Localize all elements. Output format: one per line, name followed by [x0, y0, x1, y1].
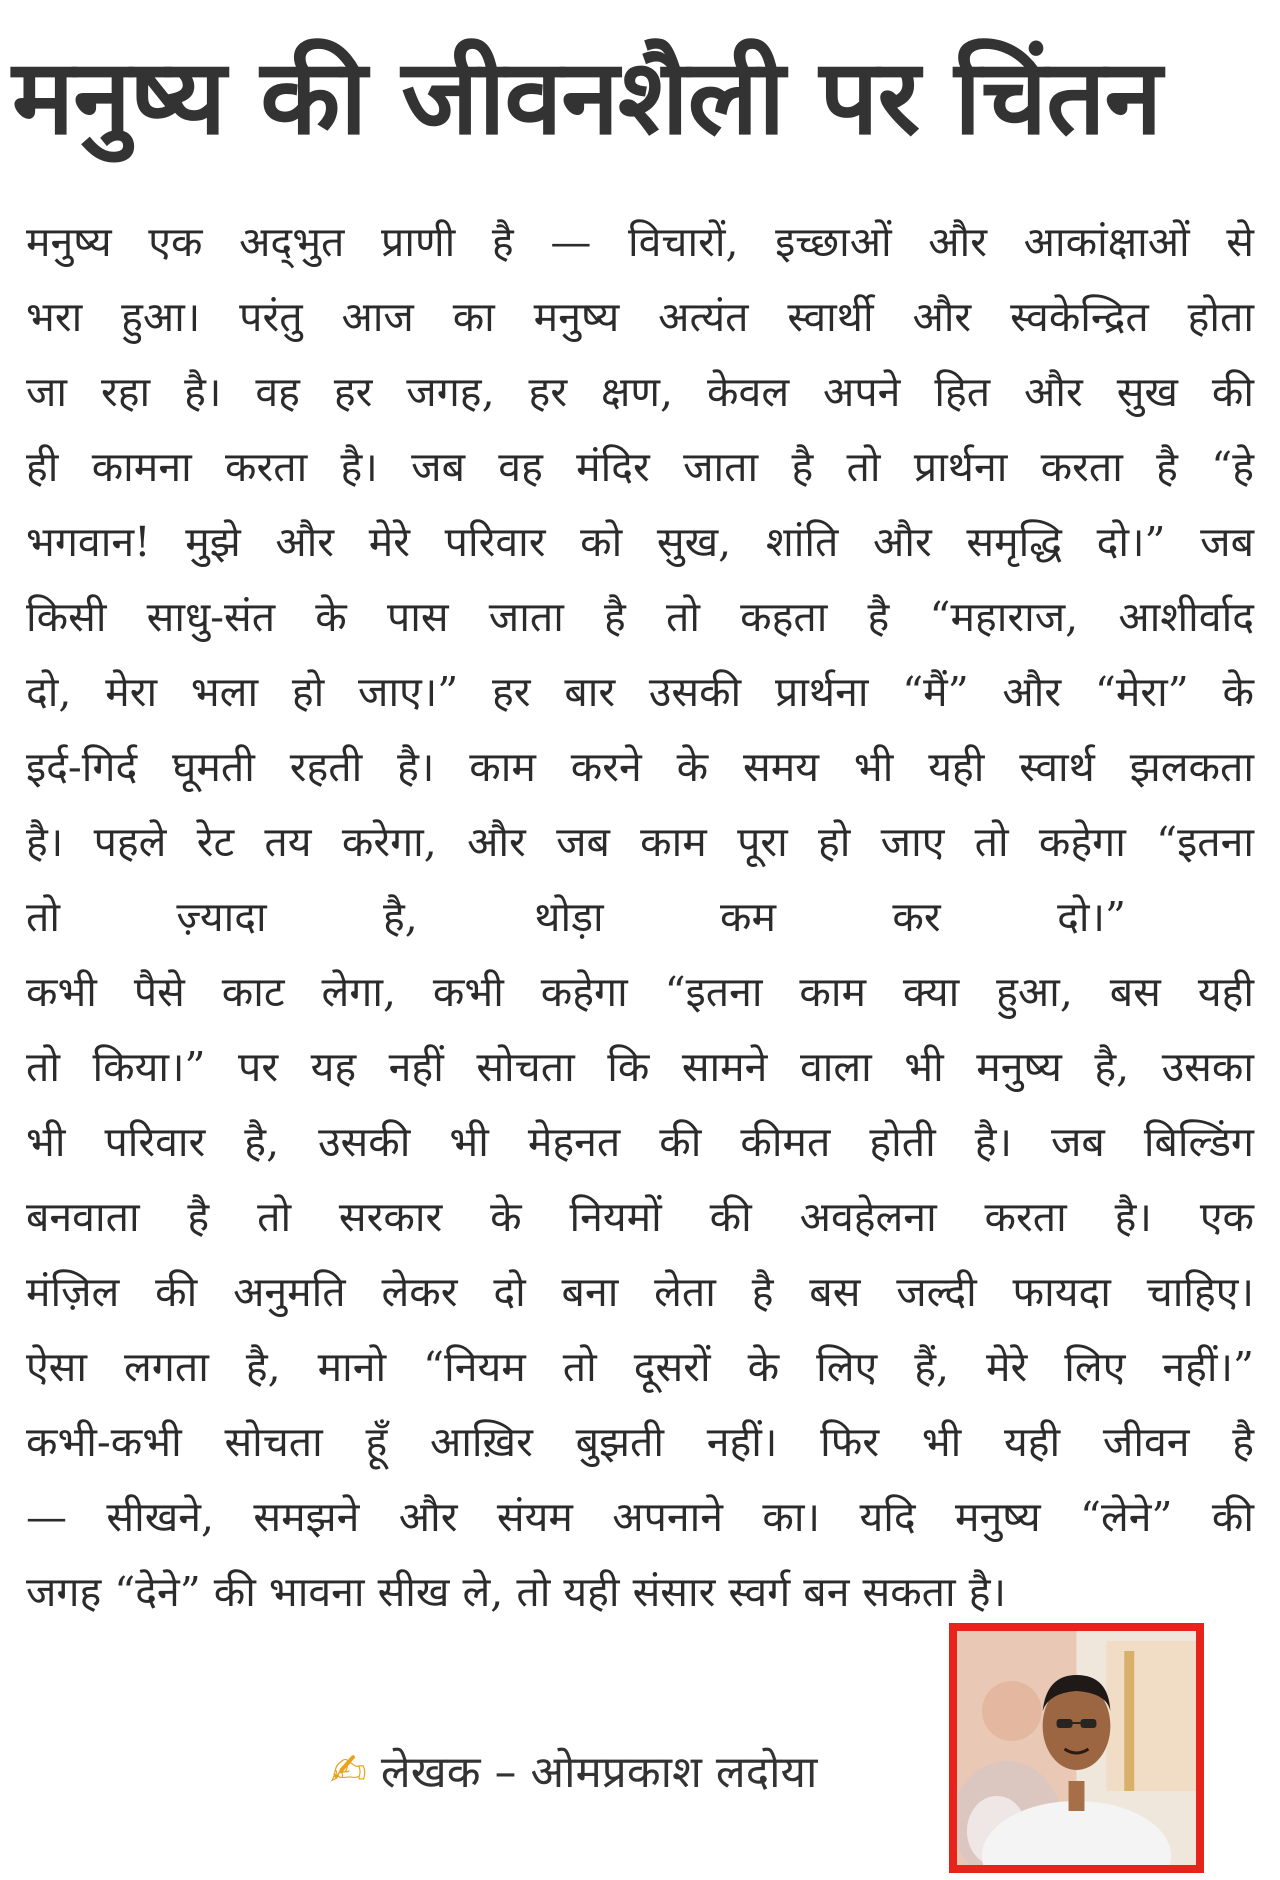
body-line-9: है। पहले रेट तय करेगा, और जब काम पूरा हो जाए तो कहेगा “इतना — [26, 818, 1254, 866]
body-line-11: कभी पैसे काट लेगा, कभी कहेगा “इतना काम क्या हुआ, बस यही — [26, 968, 1254, 1016]
body-line-15: मंज़िल की अनुमति लेकर दो बना लेता है बस जल्दी फायदा चाहिए। — [26, 1268, 1254, 1316]
author-byline — [330, 1740, 817, 1800]
body-line-19: जगह “देने” की भावना सीख ले, तो यही संसार स्वर्ग बन सकता है। — [26, 1568, 1007, 1616]
writing-hand-icon: ✍ — [330, 1744, 367, 1796]
body-line-6: किसी साधु-संत के पास जाता है तो कहता है “महाराज, आशीर्वाद — [26, 593, 1254, 641]
body-line-1: मनुष्य एक अद्‌भुत प्राणी है — विचारों, इच्छाओं और आकांक्षाओं से — [26, 218, 1254, 266]
body-line-8: इर्द-गिर्द घूमती रहती है। काम करने के समय भी यही स्वार्थ झलकता — [26, 743, 1254, 791]
author-name: लेखक – ओमप्रकाश लदोया — [380, 1747, 818, 1798]
body-line-4: ही कामना करता है। जब वह मंदिर जाता है तो प्रार्थना करता है “हे — [26, 443, 1254, 491]
body-line-7: दो, मेरा भला हो जाए।” हर बार उसकी प्रार्थना “मैं” और “मेरा” के — [26, 668, 1254, 716]
body-line-5: भगवान! मुझे और मेरे परिवार को सुख, शांति और समृद्धि दो।” जब — [26, 518, 1254, 566]
body-line-10: तो ज़्यादा है, थोड़ा कम कर दो।” — [26, 893, 1126, 941]
body-line-12: तो किया।” पर यह नहीं सोचता कि सामने वाला भी मनुष्य है, उसका — [26, 1043, 1254, 1091]
body-line-14: बनवाता है तो सरकार के नियमों की अवहेलना करता है। एक — [26, 1193, 1254, 1241]
author-portrait-icon — [957, 1631, 1196, 1865]
article-title: मनुष्य की जीवनशैली पर चिंतन — [12, 36, 1162, 158]
body-line-3: जा रहा है। वह हर जगह, हर क्षण, केवल अपने हित और सुख की — [26, 368, 1254, 416]
body-line-16: ऐसा लगता है, मानो “नियम तो दूसरों के लिए हैं, मेरे लिए नहीं।” — [26, 1343, 1254, 1391]
body-line-13: भी परिवार है, उसकी भी मेहनत की कीमत होती है। जब बिल्डिंग — [26, 1118, 1254, 1166]
article-body — [26, 205, 1254, 1630]
author-photo — [949, 1623, 1204, 1873]
body-line-2: भरा हुआ। परंतु आज का मनुष्य अत्यंत स्वार्थी और स्वकेन्द्रित होता — [26, 293, 1254, 341]
body-line-17: कभी-कभी सोचता हूँ आख़िर बुझती नहीं। फिर भी यही जीवन है — [26, 1418, 1254, 1466]
body-line-18: — सीखने, समझने और संयम अपनाने का। यदि मनुष्य “लेने” की — [26, 1493, 1254, 1541]
